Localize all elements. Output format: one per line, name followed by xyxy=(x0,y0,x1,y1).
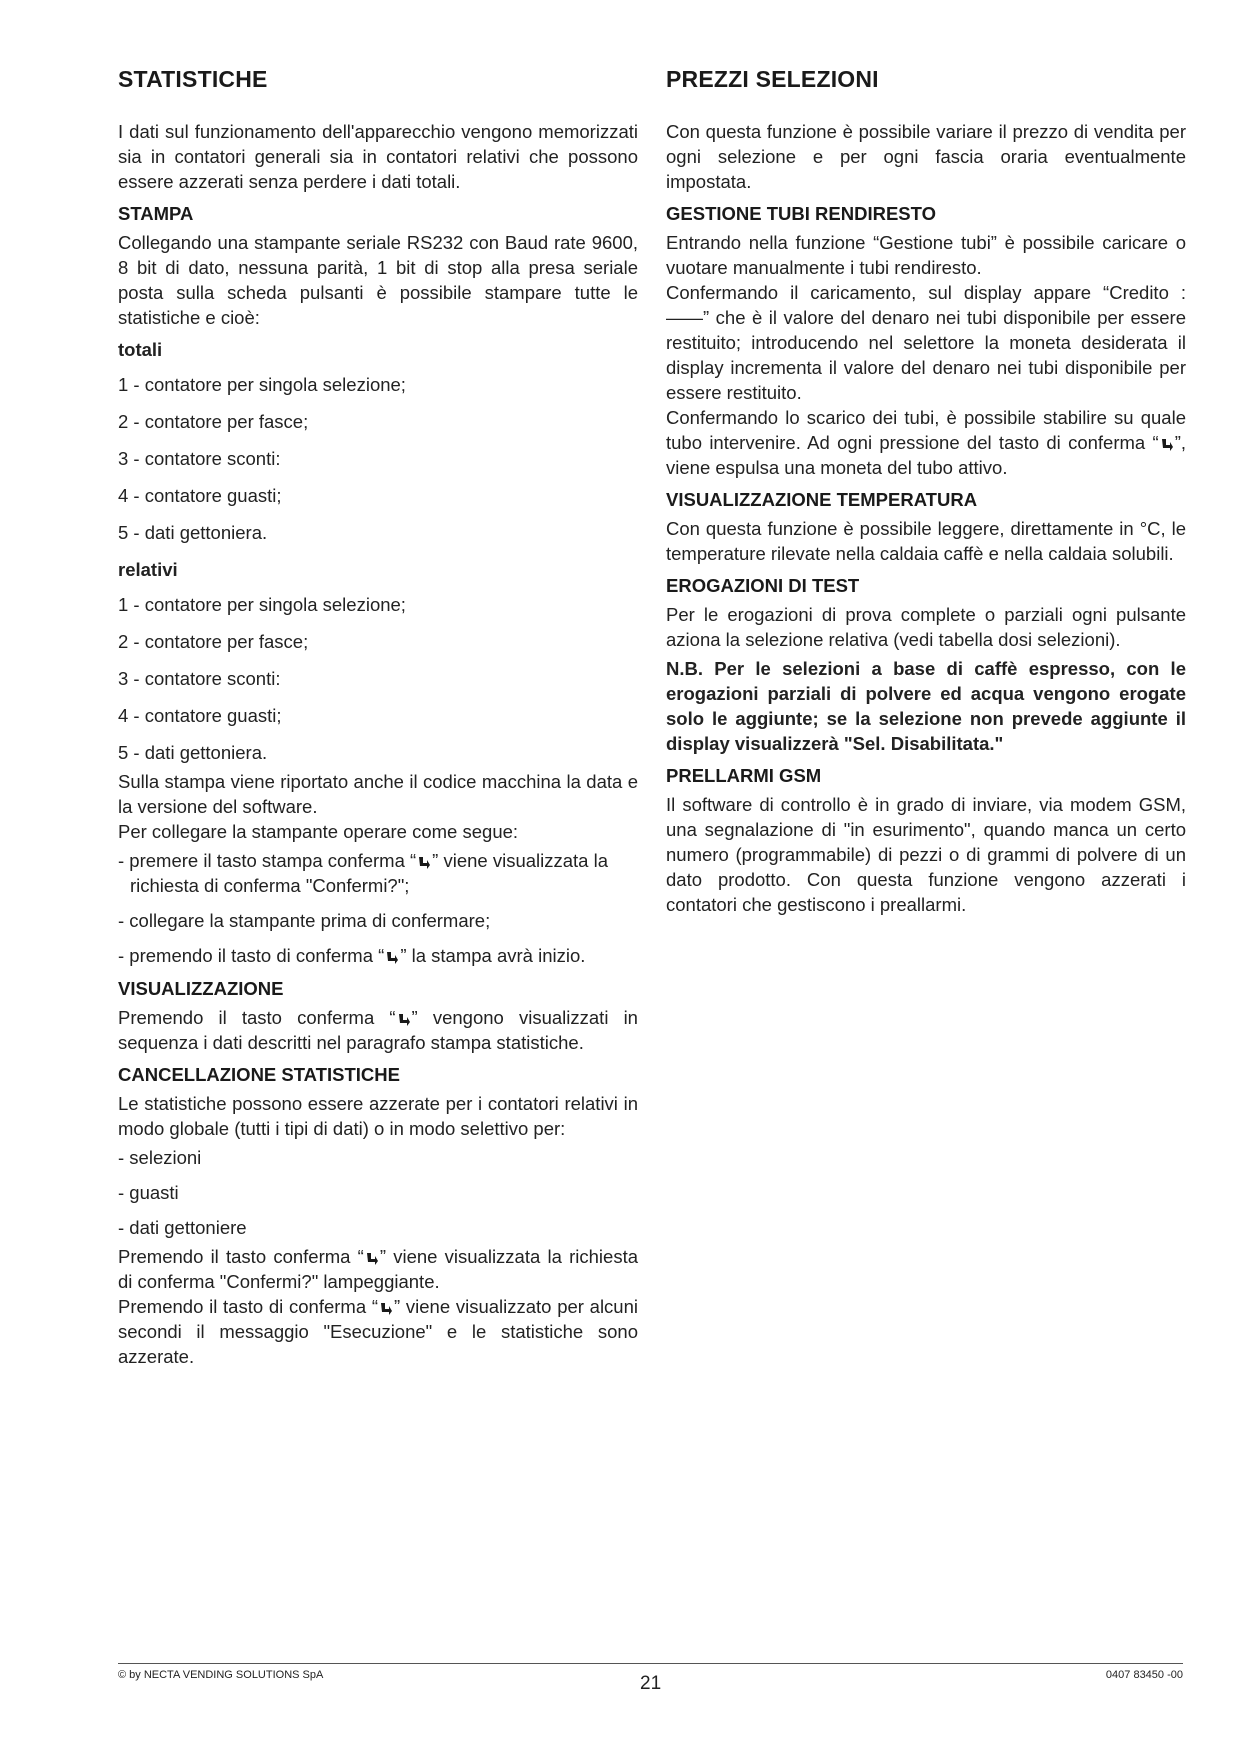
heading-gsm: PRELLARMI GSM xyxy=(666,765,822,786)
conferma-lampeggiante-post: ” viene visualizzata la richiesta di conferma "Confermi?" lampeggiante. xyxy=(118,1246,638,1292)
tubi-text-3 xyxy=(666,405,1186,480)
tubi-text-3-pre: Confermando lo scarico dei tubi, è possibile stabilire su quale tubo intervenire. Ad ogni pressione del tasto di conferma “ xyxy=(666,407,1186,453)
heading-temperatura: VISUALIZZAZIONE TEMPERATURA xyxy=(666,489,978,510)
conferma-lampeggiante-pre: Premendo il tasto conferma “ xyxy=(118,1246,364,1267)
relativi-item: 2 - contatore per fasce; xyxy=(118,631,309,652)
conferma-esecuzione xyxy=(118,1294,638,1369)
step-premere-post: ” viene visualizzata la richiesta di conferma "Confermi?"; xyxy=(130,850,609,896)
prezzi-intro: Con questa funzione è possibile variare il prezzo di vendita per ogni selezione e per ogni fascia oraria eventualmente impostata. xyxy=(666,121,1186,192)
step-premendo-pre: - premendo il tasto di conferma “ xyxy=(118,945,385,966)
statistiche-intro: I dati sul funzionamento dell'apparecchio vengono memorizzati sia in contatori generali sia in contatori relativi che possono essere azzerati senza perdere i dati totali. xyxy=(118,121,638,192)
confirm-key-icon xyxy=(417,854,431,870)
section-title-prezzi: PREZZI SELEZIONI xyxy=(666,66,879,92)
tubi-text-2: Confermando il caricamento, sul display appare “Credito : ——” che è il valore del denaro nei tubi disponibile per essere restituito; introducendo nel selettore la moneta desiderata il display incrementa il valore del denaro nei tubi disponibile per essere restituito. xyxy=(666,282,1186,403)
page-number: 21 xyxy=(640,1673,662,1694)
stampa-text: Collegando una stampante seriale RS232 con Baud rate 9600, 8 bit di dato, nessuna parità, 1 bit di stop alla presa seriale posta sulla scheda pulsanti è possibile stampare tutte le statistiche e cioè: xyxy=(118,232,638,328)
step-premere-pre: - premere il tasto stampa conferma “ xyxy=(118,850,417,871)
step-collegare: - collegare la stampante prima di confermare; xyxy=(118,910,491,931)
totali-item: 1 - contatore per singola selezione; xyxy=(118,374,406,395)
heading-stampa: STAMPA xyxy=(118,203,194,224)
cancellazione-item: - guasti xyxy=(118,1182,179,1203)
tubi-text-1: Entrando nella funzione “Gestione tubi” è possibile caricare o vuotare manualmente i tubi rendiresto. xyxy=(666,232,1186,278)
heading-tubi: GESTIONE TUBI RENDIRESTO xyxy=(666,203,936,224)
visualizzazione-post: ” vengono visualizzati in sequenza i dati descritti nel paragrafo stampa statistiche. xyxy=(118,1007,638,1053)
right-column xyxy=(666,66,1186,917)
temperatura-text: Con questa funzione è possibile leggere, direttamente in °C, le temperature rilevate nella caldaia caffè e nella caldaia solubili. xyxy=(666,518,1186,564)
gsm-text: Il software di controllo è in grado di inviare, via modem GSM, una segnalazione di "in esurimento", quando manca un certo numero (programmabile) di pezzi o di grammi di polvere di un dato prodotto. Con questa funzione vengono azzerati i contatori che gestiscono i preallarmi. xyxy=(666,794,1186,915)
relativi-item: 1 - contatore per singola selezione; xyxy=(118,594,406,615)
totali-label: totali xyxy=(118,339,163,360)
footer-copyright: © by NECTA VENDING SOLUTIONS SpA xyxy=(118,1669,324,1681)
collegare-intro: Per collegare la stampante operare come segue: xyxy=(118,821,519,842)
step-premendo xyxy=(118,943,638,968)
cancellazione-text: Le statistiche possono essere azzerate per i contatori relativi in modo globale (tutti i tipi di dati) o in modo selettivo per: xyxy=(118,1093,638,1139)
cancellazione-item: - dati gettoniere xyxy=(118,1217,247,1238)
heading-visualizzazione: VISUALIZZAZIONE xyxy=(118,978,284,999)
section-title-statistiche: STATISTICHE xyxy=(118,66,268,92)
step-premendo-post: ” la stampa avrà inizio. xyxy=(400,945,586,966)
conferma-esecuzione-post: ” viene visualizzato per alcuni secondi il messaggio "Esecuzione" e le statistiche sono azzerate. xyxy=(118,1296,638,1367)
left-column xyxy=(118,66,638,1369)
conferma-esecuzione-pre: Premendo il tasto di conferma “ xyxy=(118,1296,378,1317)
relativi-item: 3 - contatore sconti: xyxy=(118,668,281,689)
tubi-text-3-post: ”, viene espulsa una moneta del tubo attivo. xyxy=(666,432,1186,478)
relativi-item: 4 - contatore guasti; xyxy=(118,705,282,726)
footer-divider xyxy=(118,1663,1183,1664)
cancellazione-item: - selezioni xyxy=(118,1147,202,1168)
footer-doc-code: 0407 83450 -00 xyxy=(1105,1669,1183,1681)
step-premere xyxy=(118,848,638,898)
totali-item: 2 - contatore per fasce; xyxy=(118,411,309,432)
totali-item: 5 - dati gettoniera. xyxy=(118,522,268,543)
test-text: Per le erogazioni di prova complete o parziali ogni pulsante aziona la selezione relativa (vedi tabella dosi selezioni). xyxy=(666,604,1186,650)
totali-item: 3 - contatore sconti: xyxy=(118,448,281,469)
visualizzazione-text xyxy=(118,1005,638,1055)
confirm-key-icon xyxy=(385,949,399,965)
confirm-key-icon xyxy=(1160,436,1174,452)
nb-note: N.B. Per le selezioni a base di caffè espresso, con le erogazioni parziali di polvere ed acqua vengono erogate solo le aggiunte; se la selezione non prevede aggiunte il display visualizzerà "Sel. Disabilitata." xyxy=(666,658,1186,754)
confirm-key-icon xyxy=(365,1250,379,1266)
heading-test: EROGAZIONI DI TEST xyxy=(666,575,860,596)
confirm-key-icon xyxy=(397,1011,411,1027)
visualizzazione-pre: Premendo il tasto conferma “ xyxy=(118,1007,396,1028)
relativi-label: relativi xyxy=(118,559,178,580)
totali-item: 4 - contatore guasti; xyxy=(118,485,282,506)
relativi-item: 5 - dati gettoniera. xyxy=(118,742,268,763)
stampa-note: Sulla stampa viene riportato anche il codice macchina la data e la versione del software. xyxy=(118,771,638,817)
conferma-lampeggiante xyxy=(118,1244,638,1294)
heading-cancellazione: CANCELLAZIONE STATISTICHE xyxy=(118,1064,400,1085)
confirm-key-icon xyxy=(379,1300,393,1316)
